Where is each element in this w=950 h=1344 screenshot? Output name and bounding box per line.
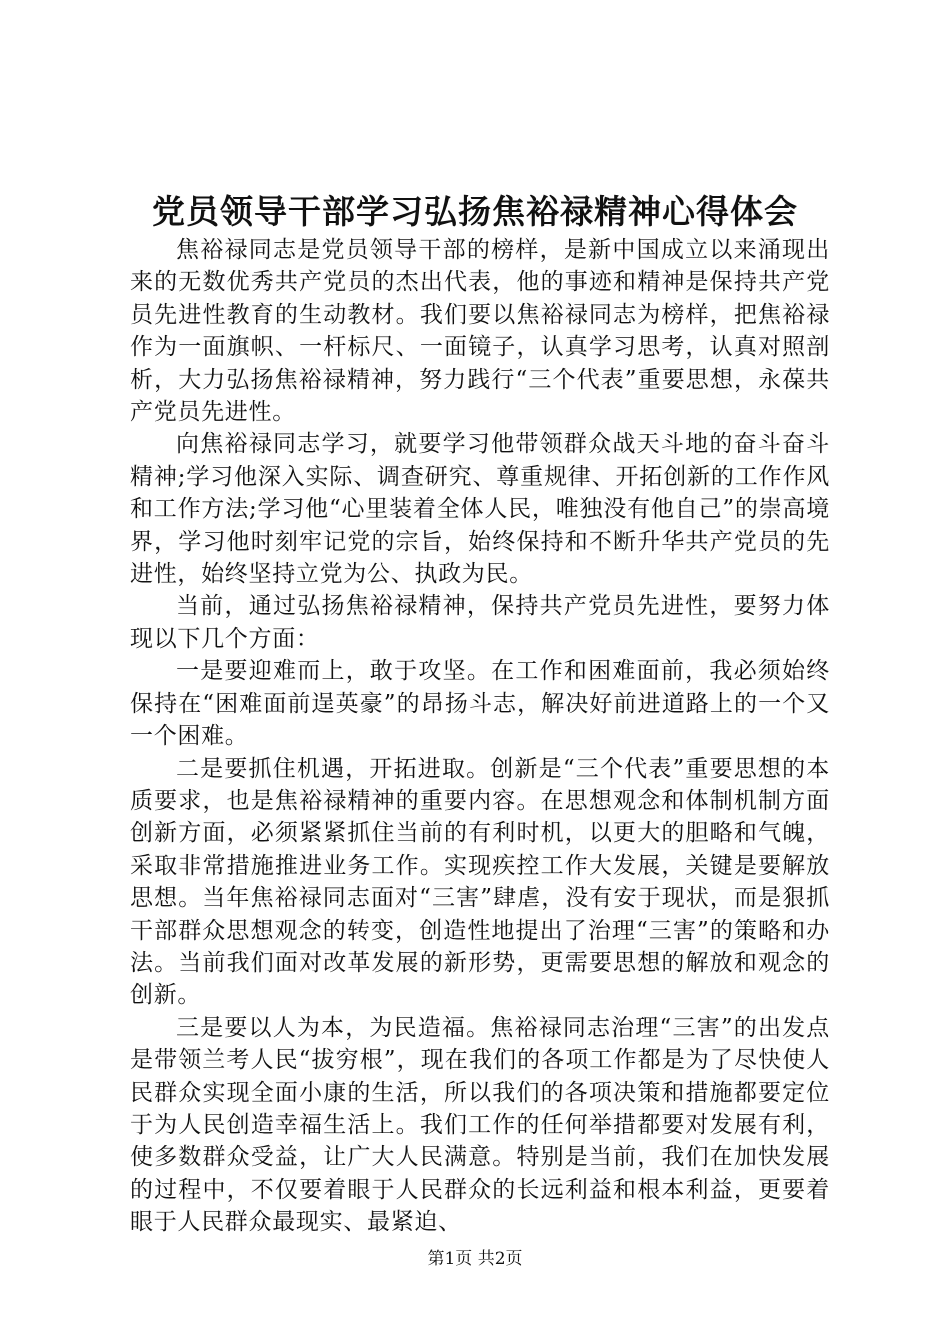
page-number-footer: 第1页 共2页 [427,1249,523,1269]
document-title: 党员领导干部学习弘扬焦裕禄精神心得体会 [152,192,798,231]
paragraph-4: 一是要迎难而上，敢于攻坚。在工作和困难面前，我必须始终保持在“困难面前逞英豪”的昂扬斗志，解决好前进道路上的一个又一个困难。 [130,658,830,750]
document-body [130,234,830,1239]
paragraph-3: 当前，通过弘扬焦裕禄精神，保持共产党员先进性，要努力体现以下几个方面： [130,593,830,652]
paragraph-1: 焦裕禄同志是党员领导干部的榜样，是新中国成立以来涌现出来的无数优秀共产党员的杰出代表，他的事迹和精神是保持共产党员先进性教育的生动教材。我们要以焦裕禄同志为榜样，把焦裕禄作为一面旗帜、一杆标尺、一面镜子，认真学习思考，认真对照剖析，大力弘扬焦裕禄精神，努力践行“三个代表”重要思想，永葆共产党员先进性。 [130,237,830,426]
paragraph-2: 向焦裕禄同志学习，就要学习他带领群众战天斗地的奋斗奋斗精神;学习他深入实际、调查研究、尊重规律、开拓创新的工作作风和工作方法;学习他“心里装着全体人民，唯独没有他自己”的崇高境界，学习他时刻牢记党的宗旨，始终保持和不断升华共产党员的先进性，始终坚持立党为公、执政为民。 [130,431,830,588]
paragraph-6: 三是要以人为本，为民造福。焦裕禄同志治理“三害”的出发点是带领兰考人民“拔穷根”，现在我们的各项工作都是为了尽快使人民群众实现全面小康的生活，所以我们的各项决策和措施都要定位于为人民创造幸福生活上。我们工作的任何举措都要对发展有利，使多数群众受益，让广大人民满意。特别是当前，我们在加快发展的过程中，不仅要着眼于人民群众的长远利益和根本利益，更要着眼于人民群众最现实、最紧迫、 [130,1014,830,1236]
paragraph-5: 二是要抓住机遇，开拓进取。创新是“三个代表”重要思想的本质要求，也是焦裕禄精神的重要内容。在思想观念和体制机制方面创新方面，必须紧紧抓住当前的有利时机，以更大的胆略和气魄，采取非常措施推进业务工作。实现疾控工作大发展，关键是要解放思想。当年焦裕禄同志面对“三害”肆虐，没有安于现状，而是狠抓干部群众思想观念的转变，创造性地提出了治理“三害”的策略和办法。当前我们面对改革发展的新形势，更需要思想的解放和观念的创新。 [130,755,830,1009]
